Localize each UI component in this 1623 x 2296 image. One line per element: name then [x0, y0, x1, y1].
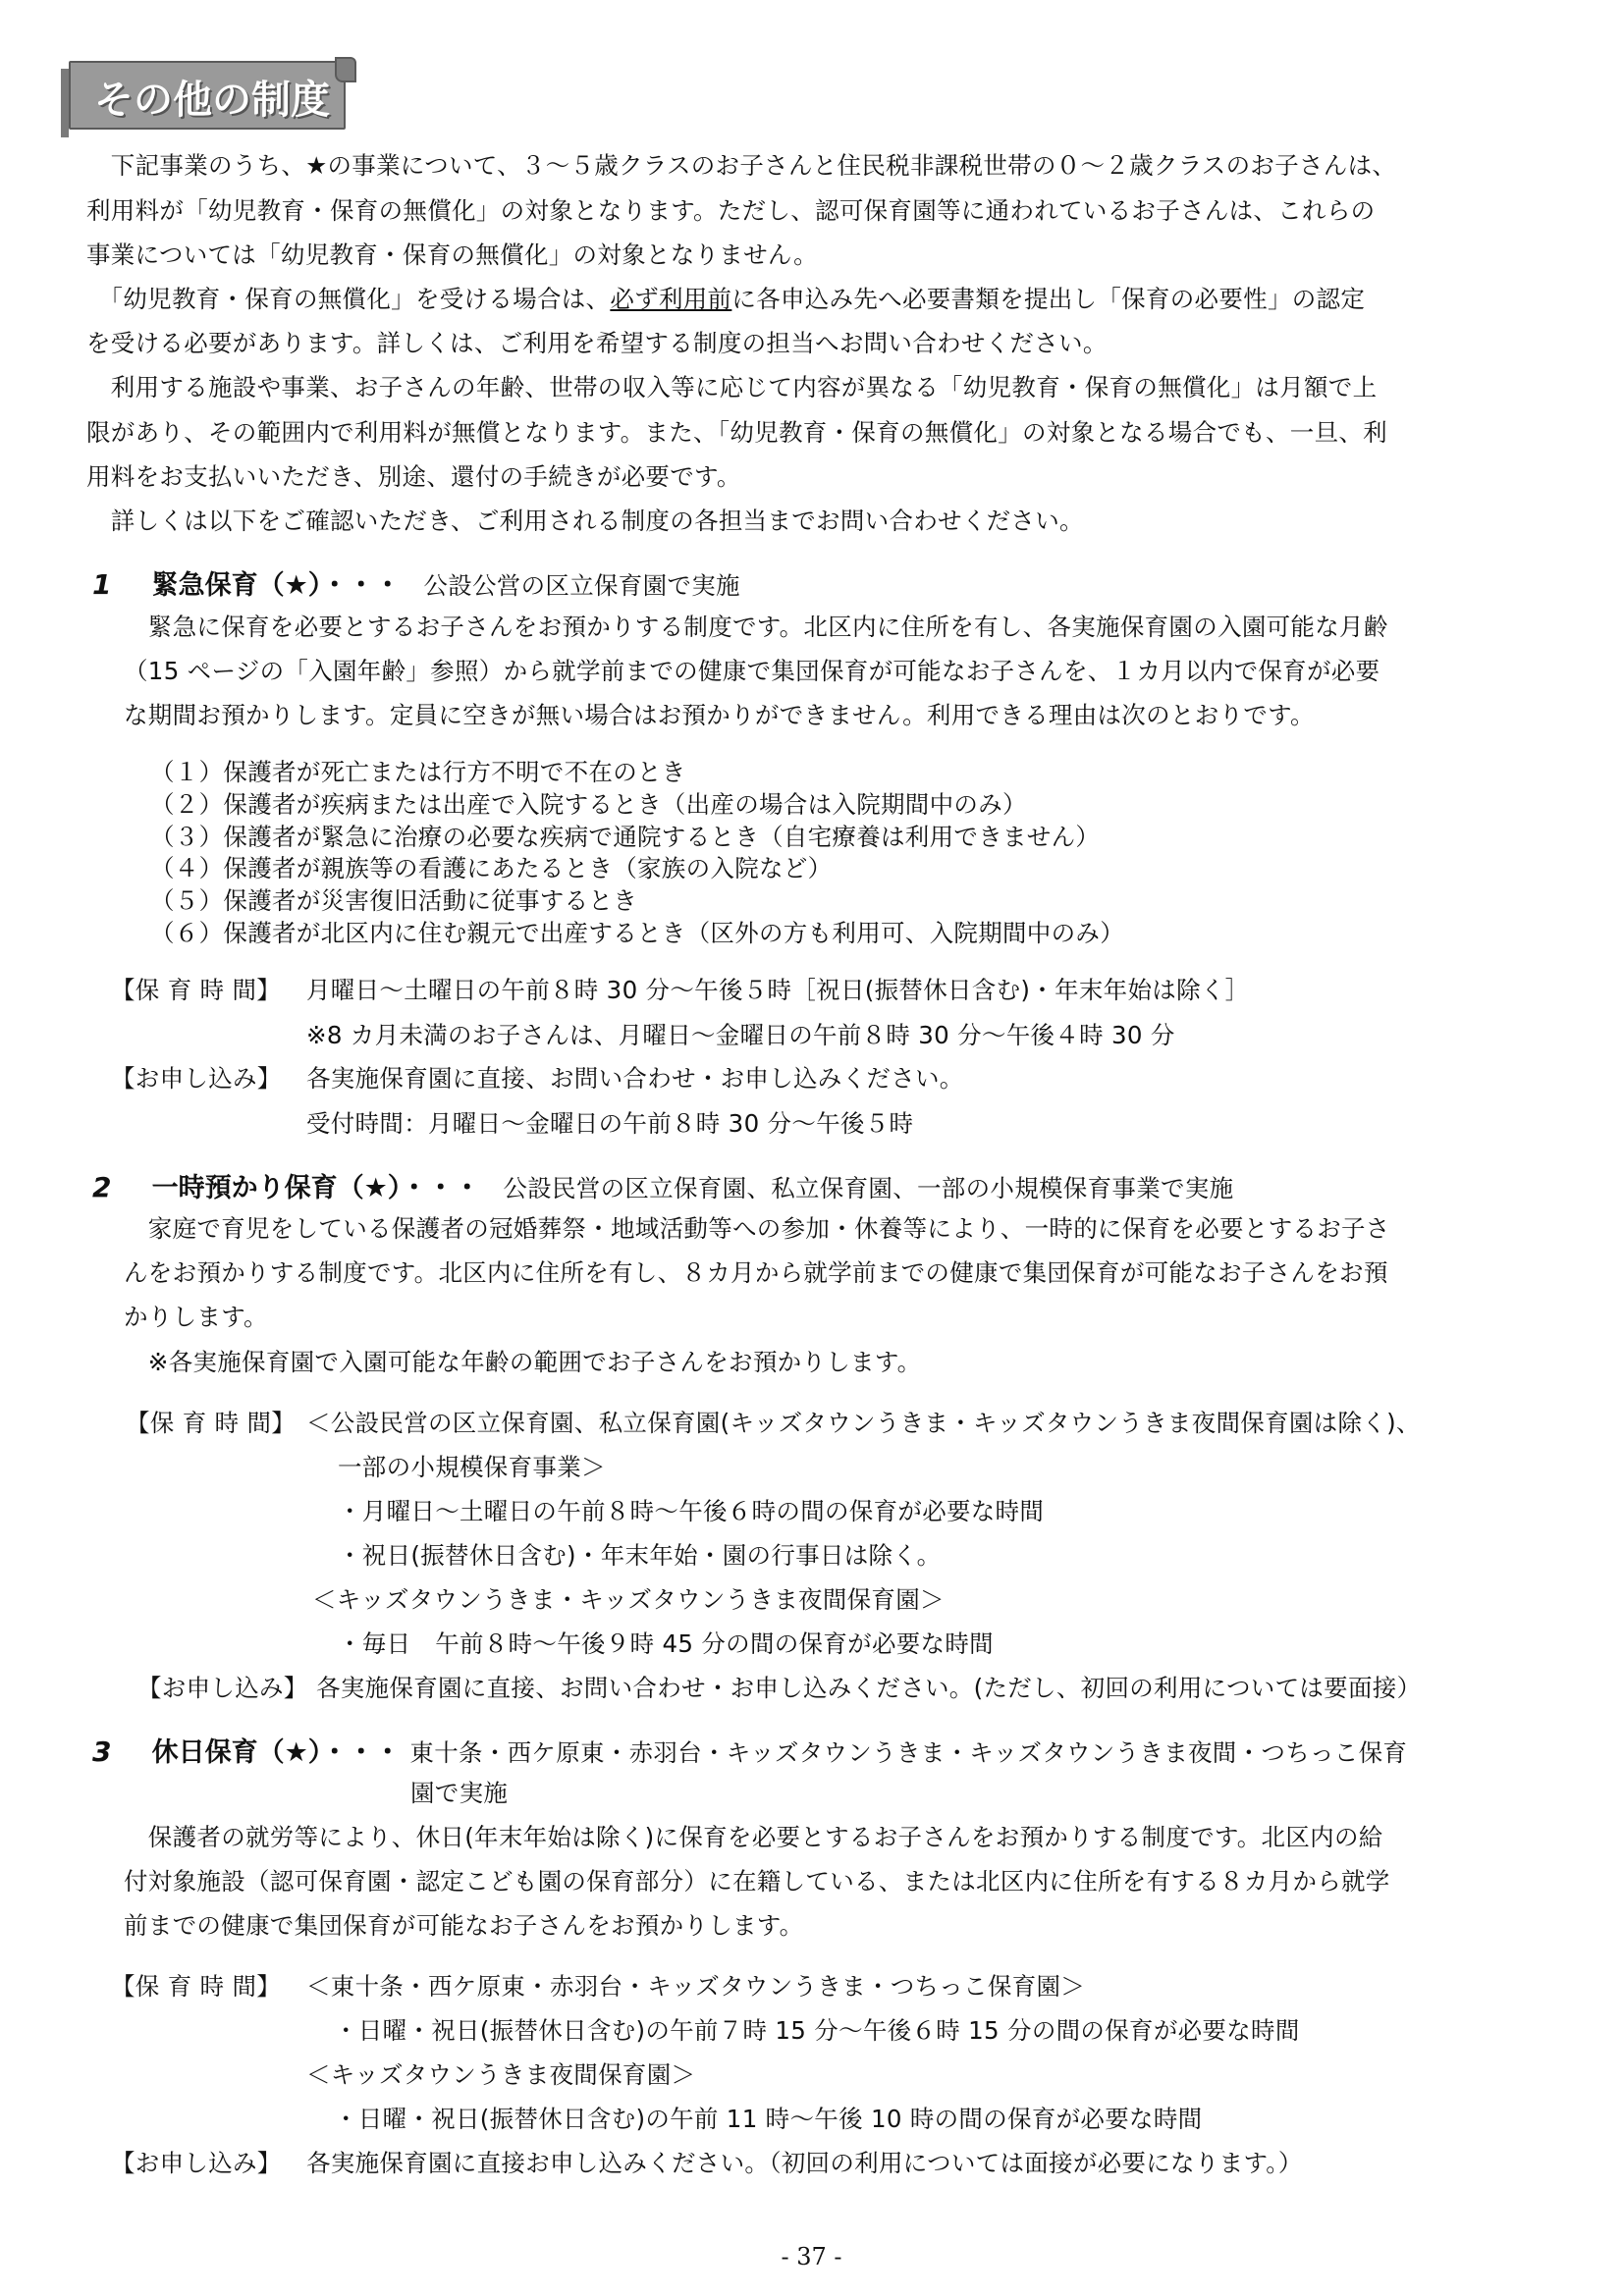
hours-line: ＜東十条・西ケ原東・赤羽台・キッズタウンうきま・つちっこ保育園＞ — [306, 1972, 1086, 2001]
section-subtitle: 公設公営の区立保育園で実施 — [423, 571, 740, 600]
section-body-line: 付対象施設（認可保育園・認定こども園の保育部分）に在籍している、または北区内に住所を有する８カ月から就学 — [124, 1867, 1390, 1896]
apply-line: 各実施保育園に直接、お問い合わせ・お申し込みください。 — [306, 1064, 964, 1093]
section-heading — [92, 1731, 1407, 1769]
section-heading — [92, 563, 740, 602]
intro-line: 利用する施設や事業、お子さんの年齢、世帯の収入等に応じて内容が異なる「幼児教育・保育の無償化」は月額で上 — [86, 373, 1378, 401]
section-body-line: 前までの健康で集団保育が可能なお子さんをお預かりします。 — [124, 1911, 804, 1940]
section-number: 3 — [92, 1735, 112, 1768]
section-subtitle: 公設民営の区立保育園、私立保育園、一部の小規模保育事業で実施 — [503, 1174, 1234, 1202]
section-body-line: 緊急に保育を必要とするお子さんをお預かりする制度です。北区内に住所を有し、各実施保育園の入園可能な月齢 — [124, 613, 1388, 641]
apply-label: 【お申し込み】 — [137, 1674, 308, 1702]
reason-item: （６）保護者が北区内に住む親元で出産するとき（区外の方も利用可、入院期間中のみ） — [150, 919, 1124, 947]
hours-label: 【保 育 時 間】 — [111, 1972, 282, 2001]
hours-line: ＜キッズタウンうきま夜間保育園＞ — [306, 2060, 696, 2089]
header-scroll-curl — [335, 57, 356, 82]
section-subtitle: 東十条・西ケ原東・赤羽台・キッズタウンうきま・キッズタウンうきま夜間・つちっこ保育 — [409, 1738, 1408, 1767]
section-title: 緊急保育（★）・・・ — [151, 570, 402, 601]
intro-line: を受ける必要があります。詳しくは、ご利用を希望する制度の担当へお問い合わせください。 — [86, 329, 1108, 357]
intro-line: 下記事業のうち、★の事業について、３～５歳クラスのお子さんと住民税非課税世帯の０～２歳クラスのお子さんは、 — [86, 151, 1397, 180]
intro-text: に各申込み先へ必要書類を提出し「保育の必要性」の認定 — [731, 285, 1366, 313]
reason-item: （２）保護者が疾病または出産で入院するとき（出産の場合は入院期間中のみ） — [150, 790, 1027, 819]
apply-line: 各実施保育園に直接、お問い合わせ・お申し込みください。(ただし、初回の利用については要面接） — [316, 1674, 1422, 1702]
section-title: 休日保育（★）・・・ — [151, 1737, 402, 1768]
reason-item: （３）保護者が緊急に治療の必要な疾病で通院するとき（自宅療養は利用できません） — [150, 823, 1101, 851]
section-body-line: な期間お預かりします。定員に空きが無い場合はお預かりができません。利用できる理由は次のとおりです。 — [124, 701, 1315, 729]
hours-line: ・祝日(振替休日含む)・年末年始・園の行事日は除く。 — [338, 1541, 942, 1570]
apply-line: 受付時間：月曜日～金曜日の午前８時 30 分～午後５時 — [306, 1109, 914, 1138]
intro-line: 詳しくは以下をご確認いただき、ご利用される制度の各担当までお問い合わせください。 — [86, 507, 1084, 535]
section-body-line: ※各実施保育園で入園可能な年齢の範囲でお子さんをお預かりします。 — [124, 1348, 922, 1376]
apply-label: 【お申し込み】 — [111, 1064, 282, 1093]
section-title: 一時預かり保育（★）・・・ — [151, 1173, 481, 1203]
hours-line: ・月曜日～土曜日の午前８時～午後６時の間の保育が必要な時間 — [338, 1497, 1045, 1525]
section-header — [61, 61, 351, 132]
section-subtitle-cont: 園で実施 — [410, 1779, 509, 1807]
reason-item: （１）保護者が死亡または行方不明で不在のとき — [150, 758, 686, 786]
intro-line: 用料をお支払いいただき、別途、還付の手続きが必要です。 — [86, 462, 741, 491]
hours-line: ＜公設民営の区立保育園、私立保育園(キッズタウンうきま・キッズタウンうきま夜間保育園は除く)、 — [306, 1409, 1421, 1437]
section-body-line: 保護者の就労等により、休日(年末年始は除く)に保育を必要とするお子さんをお預かりする制度です。北区内の給 — [124, 1823, 1383, 1851]
hours-label: 【保 育 時 間】 — [126, 1409, 297, 1437]
intro-line: 利用料が「幼児教育・保育の無償化」の対象となります。ただし、認可保育園等に通われているお子さんは、これらの — [86, 196, 1376, 225]
page-number: - 37 - — [781, 2243, 842, 2270]
section-body-line: かりします。 — [124, 1303, 268, 1331]
hours-line: ※8 カ月未満のお子さんは、月曜日～金曜日の午前８時 30 分～午後４時 30 分 — [306, 1021, 1175, 1049]
reason-item: （４）保護者が親族等の看護にあたるとき（家族の入院など） — [150, 854, 833, 882]
intro-line — [86, 281, 1365, 315]
hours-line: 一部の小規模保育事業＞ — [338, 1453, 606, 1481]
intro-line: 事業については「幼児教育・保育の無償化」の対象となりません。 — [86, 240, 818, 269]
section-number: 2 — [92, 1171, 112, 1203]
hours-line: ・日曜・祝日(振替休日含む)の午前 11 時～午後 10 時の間の保育が必要な時間 — [334, 2105, 1203, 2133]
reason-item: （５）保護者が災害復旧活動に従事するとき — [150, 886, 637, 915]
hours-line: 月曜日～土曜日の午前８時 30 分～午後５時［祝日(振替休日含む)・年末年始は除く］ — [306, 976, 1250, 1004]
intro-text: 「幼児教育・保育の無償化」を受ける場合は、 — [86, 285, 611, 313]
section-body-line: 家庭で育児をしている保護者の冠婚葬祭・地域活動等への参加・休養等により、一時的に保育を必要とするお子さ — [124, 1214, 1390, 1243]
section-body-line: んをお預かりする制度です。北区内に住所を有し、８カ月から就学前までの健康で集団保育が可能なお子さんをお預 — [124, 1258, 1388, 1287]
underlined-text: 必ず利用前 — [610, 285, 732, 313]
hours-label: 【保 育 時 間】 — [111, 976, 282, 1004]
section-number: 1 — [92, 568, 112, 601]
section-heading — [92, 1166, 1233, 1204]
hours-line: ・日曜・祝日(振替休日含む)の午前７時 15 分～午後６時 15 分の間の保育が必要な時間 — [334, 2016, 1300, 2045]
hours-line: ・毎日 午前８時～午後９時 45 分の間の保育が必要な時間 — [338, 1629, 994, 1658]
hours-line: ＜キッズタウンうきま・キッズタウンうきま夜間保育園＞ — [312, 1585, 945, 1614]
header-shadow — [61, 69, 69, 137]
apply-line: 各実施保育園に直接お申し込みください。（初回の利用については面接が必要になります。） — [306, 2149, 1303, 2177]
page-title: その他の制度 — [94, 78, 330, 123]
section-body-line: （15 ページの「入園年齢」参照）から就学前までの健康で集団保育が可能なお子さんを、１カ月以内で保育が必要 — [124, 657, 1380, 685]
apply-label: 【お申し込み】 — [111, 2149, 282, 2177]
intro-line: 限があり、その範囲内で利用料が無償となります。また、「幼児教育・保育の無償化」の対象となる場合でも、一旦、利 — [86, 418, 1387, 447]
